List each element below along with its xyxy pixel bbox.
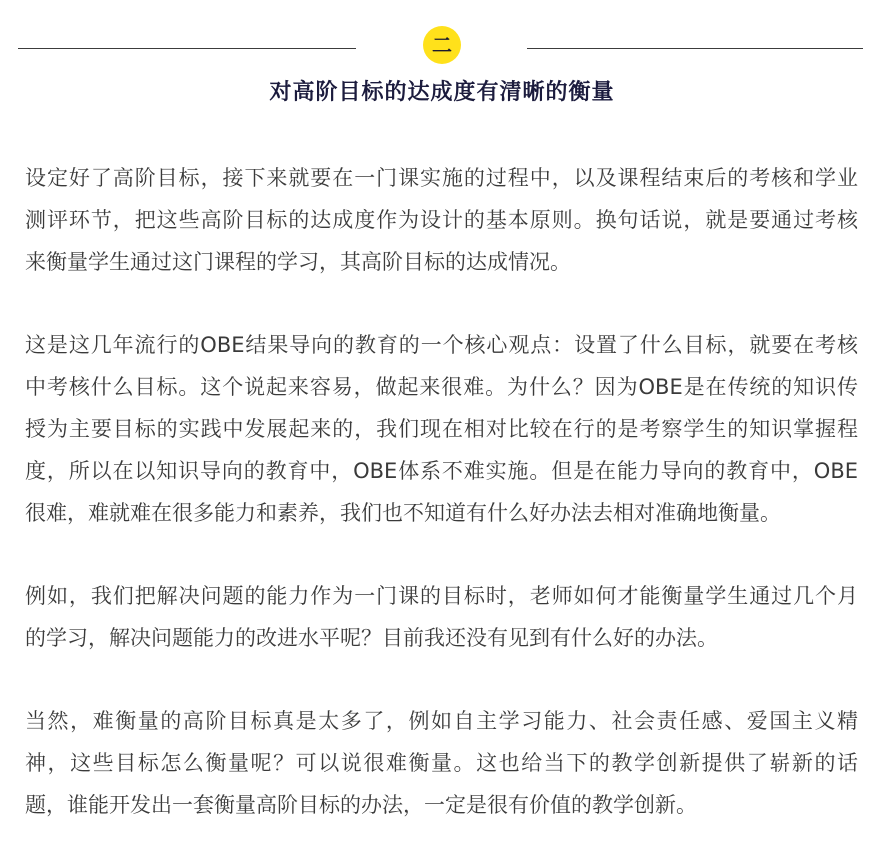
- paragraph-line: 题，谁能开发出一套衡量高阶目标的办法，一定是很有价值的教学创新。: [25, 793, 697, 817]
- paragraph-2: [25, 324, 858, 534]
- paragraph-line: 测评环节，把这些高阶目标的达成度作为设计的基本原则。换句话说，就是要通过考核: [25, 208, 858, 232]
- paragraph-line: 很难，难就难在很多能力和素养，我们也不知道有什么好办法去相对准确地衡量。: [25, 501, 781, 525]
- paragraph-line: 例如，我们把解决问题的能力作为一门课的目标时，老师如何才能衡量学生通过几个月: [25, 584, 858, 608]
- section-number-badge: 二: [423, 26, 461, 64]
- paragraph-3: [25, 575, 858, 659]
- section-title: 对高阶目标的达成度有清晰的衡量: [269, 80, 615, 105]
- section-divider-right: [527, 48, 863, 49]
- article-body: [25, 157, 858, 867]
- paragraph-line: 当然，难衡量的高阶目标真是太多了，例如自主学习能力、社会责任感、爱国主义精: [25, 709, 858, 733]
- paragraph-line: 这是这几年流行的OBE结果导向的教育的一个核心观点：设置了什么目标，就要在考核: [25, 333, 858, 357]
- paragraph-line: 度，所以在以知识导向的教育中，OBE体系不难实施。但是在能力导向的教育中，OBE: [25, 459, 858, 483]
- paragraph-line: 的学习，解决问题能力的改进水平呢？目前我还没有见到有什么好的办法。: [25, 626, 718, 650]
- paragraph-line: 设定好了高阶目标，接下来就要在一门课实施的过程中，以及课程结束后的考核和学业: [25, 166, 858, 190]
- paragraph-4: [25, 700, 858, 826]
- paragraph-1: [25, 157, 858, 283]
- paragraph-line: 中考核什么目标。这个说起来容易，做起来很难。为什么？因为OBE是在传统的知识传: [25, 375, 858, 399]
- paragraph-line: 授为主要目标的实践中发展起来的，我们现在相对比较在行的是考察学生的知识掌握程: [25, 417, 858, 441]
- paragraph-line: 来衡量学生通过这门课程的学习，其高阶目标的达成情况。: [25, 250, 571, 274]
- section-divider-left: [18, 48, 356, 49]
- paragraph-line: 神，这些目标怎么衡量呢？可以说很难衡量。这也给当下的教学创新提供了崭新的话: [25, 751, 858, 775]
